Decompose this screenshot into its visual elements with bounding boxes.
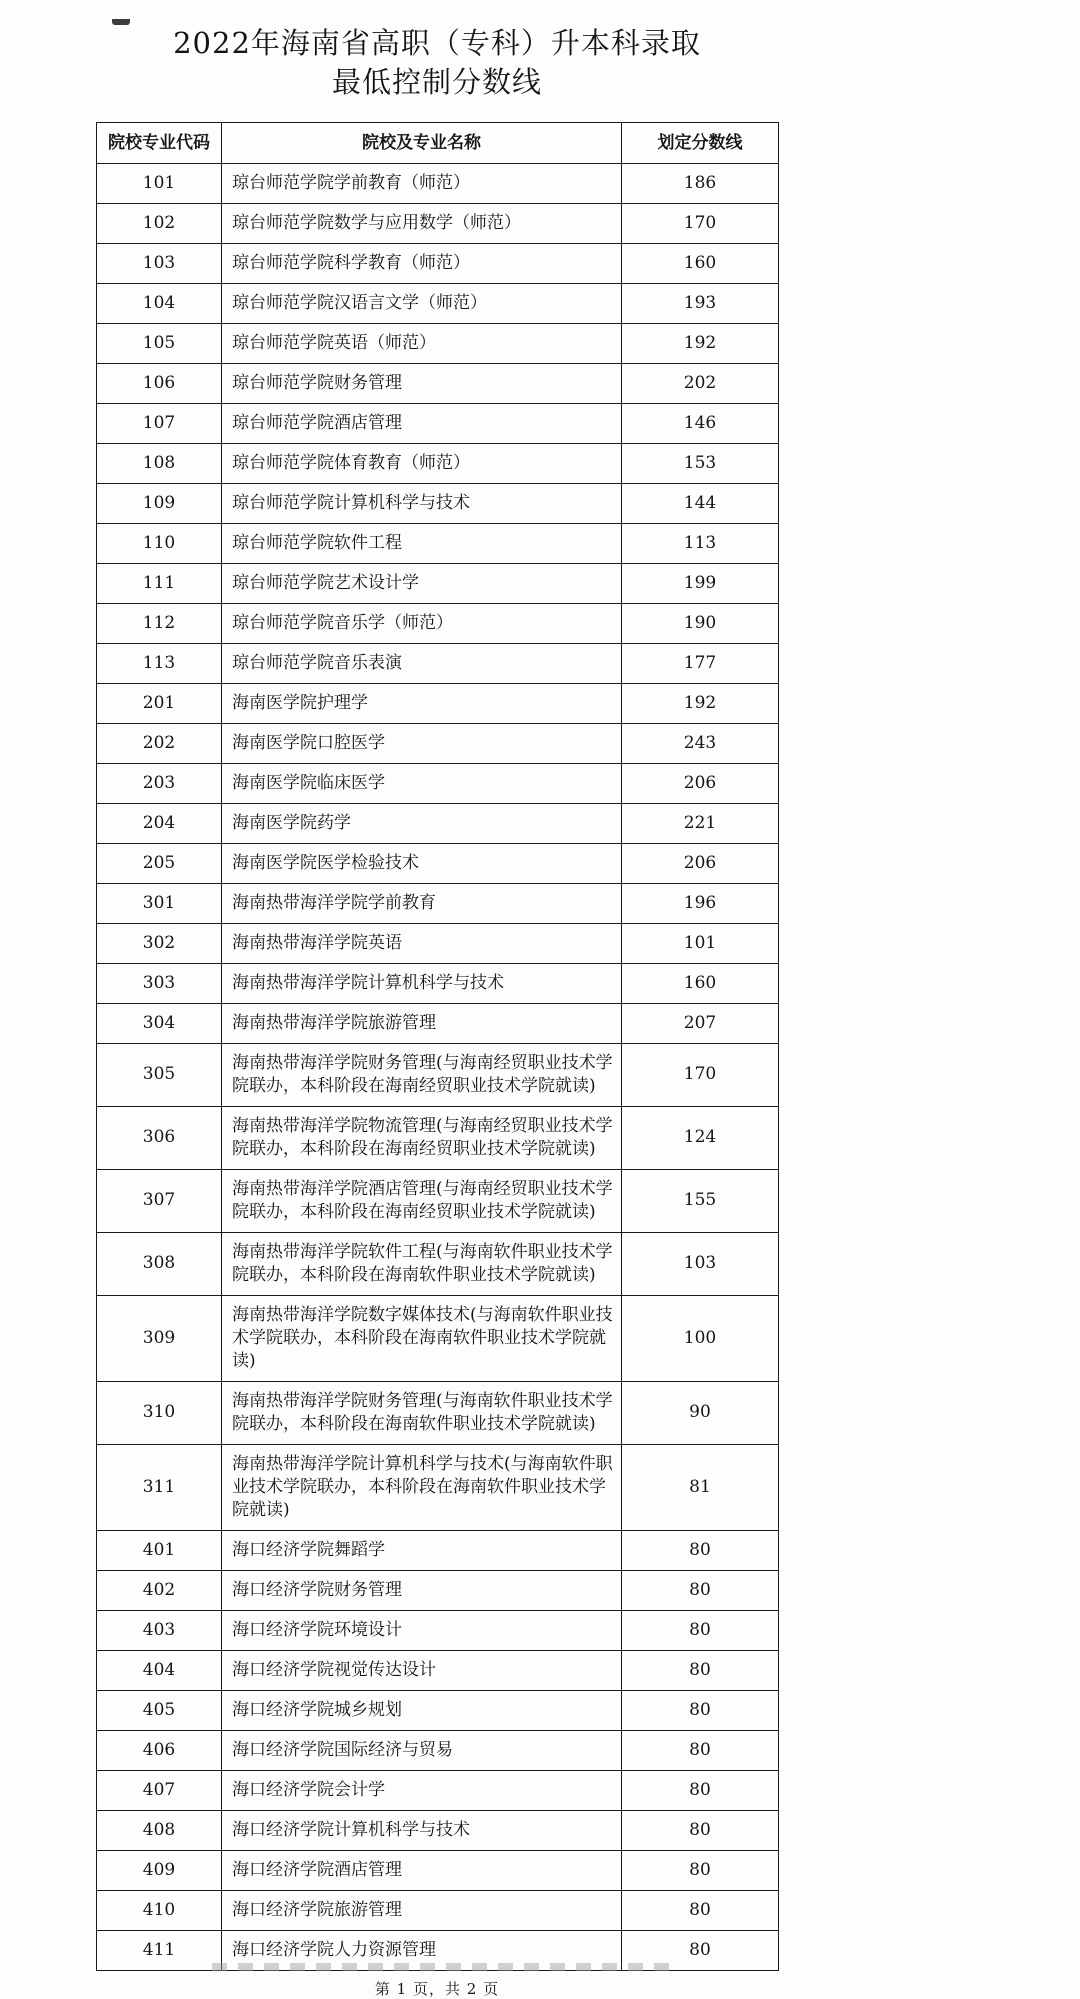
name-cell: 海南医学院护理学 [222,683,622,723]
code-cell: 110 [97,523,222,563]
name-cell: 海南医学院口腔医学 [222,723,622,763]
code-cell: 202 [97,723,222,763]
code-cell: 406 [97,1730,222,1770]
name-cell: 海口经济学院会计学 [222,1770,622,1810]
score-cell: 193 [622,283,779,323]
code-cell: 105 [97,323,222,363]
name-cell: 海南热带海洋学院财务管理(与海南经贸职业技术学院联办，本科阶段在海南经贸职业技术学院就读) [222,1043,622,1106]
name-cell: 海南热带海洋学院财务管理(与海南软件职业技术学院联办，本科阶段在海南软件职业技术学院就读) [222,1381,622,1444]
table-row [97,1530,779,1570]
score-cell: 206 [622,763,779,803]
table-row [97,683,779,723]
score-cell: 192 [622,323,779,363]
code-cell: 401 [97,1530,222,1570]
name-cell: 海口经济学院舞蹈学 [222,1530,622,1570]
name-cell: 海口经济学院酒店管理 [222,1850,622,1890]
score-cell: 186 [622,163,779,203]
code-cell: 304 [97,1003,222,1043]
code-cell: 307 [97,1169,222,1232]
name-cell: 海口经济学院环境设计 [222,1610,622,1650]
name-cell: 海口经济学院视觉传达设计 [222,1650,622,1690]
table-row [97,563,779,603]
code-cell: 204 [97,803,222,843]
code-cell: 106 [97,363,222,403]
code-cell: 113 [97,643,222,683]
table-row [97,1810,779,1850]
code-cell: 104 [97,283,222,323]
header-cell-name: 院校及专业名称 [222,122,622,163]
code-cell: 308 [97,1232,222,1295]
table-row [97,1610,779,1650]
name-cell: 海口经济学院人力资源管理 [222,1930,622,1970]
table-row [97,1690,779,1730]
code-cell: 107 [97,403,222,443]
score-cell: 170 [622,1043,779,1106]
table-row [97,1770,779,1810]
score-cell: 243 [622,723,779,763]
score-cell: 199 [622,563,779,603]
table-row [97,723,779,763]
table-row [97,243,779,283]
code-cell: 305 [97,1043,222,1106]
score-cell: 207 [622,1003,779,1043]
code-cell: 407 [97,1770,222,1810]
code-cell: 302 [97,923,222,963]
table-row [97,1106,779,1169]
score-cell: 101 [622,923,779,963]
score-table [96,122,779,1971]
name-cell: 海口经济学院城乡规划 [222,1690,622,1730]
code-cell: 410 [97,1890,222,1930]
table-row [97,923,779,963]
score-cell: 80 [622,1570,779,1610]
name-cell: 海南热带海洋学院旅游管理 [222,1003,622,1043]
table-row [97,1381,779,1444]
page-title [96,19,778,102]
score-cell: 170 [622,203,779,243]
name-cell: 海南热带海洋学院物流管理(与海南经贸职业技术学院联办，本科阶段在海南经贸职业技术学院就读) [222,1106,622,1169]
code-cell: 306 [97,1106,222,1169]
name-cell: 海南热带海洋学院酒店管理(与海南经贸职业技术学院联办，本科阶段在海南经贸职业技术学院就读) [222,1169,622,1232]
score-cell: 103 [622,1232,779,1295]
table-row [97,843,779,883]
code-cell: 408 [97,1810,222,1850]
score-cell: 100 [622,1295,779,1381]
score-cell: 177 [622,643,779,683]
header-cell-code: 院校专业代码 [97,122,222,163]
name-cell: 琼台师范学院科学教育（师范） [222,243,622,283]
code-cell: 103 [97,243,222,283]
table-row [97,883,779,923]
score-cell: 80 [622,1770,779,1810]
table-row [97,1650,779,1690]
table-row [97,1444,779,1530]
name-cell: 琼台师范学院数学与应用数学（师范） [222,203,622,243]
code-cell: 402 [97,1570,222,1610]
score-cell: 206 [622,843,779,883]
page-title-line2: 最低控制分数线 [331,65,542,100]
score-cell: 153 [622,443,779,483]
name-cell: 海南热带海洋学院计算机科学与技术(与海南软件职业技术学院联办，本科阶段在海南软件职业技术学院就读) [222,1444,622,1530]
header-row [97,122,779,163]
score-cell: 202 [622,363,779,403]
score-cell: 146 [622,403,779,443]
name-cell: 琼台师范学院软件工程 [222,523,622,563]
score-cell: 81 [622,1444,779,1530]
table-row [97,803,779,843]
code-cell: 203 [97,763,222,803]
table-row [97,963,779,1003]
score-cell: 80 [622,1850,779,1890]
name-cell: 海南热带海洋学院计算机科学与技术 [222,963,622,1003]
score-cell: 80 [622,1930,779,1970]
name-cell: 海南热带海洋学院软件工程(与海南软件职业技术学院联办，本科阶段在海南软件职业技术学院就读) [222,1232,622,1295]
score-table-body [97,163,779,1970]
cutoff-next-page-text [212,1963,674,1971]
table-row [97,1043,779,1106]
score-cell: 144 [622,483,779,523]
table-row [97,1890,779,1930]
code-cell: 409 [97,1850,222,1890]
score-cell: 113 [622,523,779,563]
score-cell: 80 [622,1690,779,1730]
score-cell: 124 [622,1106,779,1169]
code-cell: 309 [97,1295,222,1381]
name-cell: 琼台师范学院学前教育（师范） [222,163,622,203]
score-cell: 160 [622,243,779,283]
table-row [97,1730,779,1770]
table-row [97,1169,779,1232]
table-row [97,163,779,203]
table-row [97,523,779,563]
code-cell: 303 [97,963,222,1003]
score-cell: 80 [622,1810,779,1850]
name-cell: 琼台师范学院体育教育（师范） [222,443,622,483]
score-cell: 160 [622,963,779,1003]
table-row [97,283,779,323]
code-cell: 411 [97,1930,222,1970]
name-cell: 海口经济学院国际经济与贸易 [222,1730,622,1770]
table-row [97,763,779,803]
name-cell: 海口经济学院财务管理 [222,1570,622,1610]
table-row [97,1850,779,1890]
table-row [97,443,779,483]
name-cell: 琼台师范学院英语（师范） [222,323,622,363]
code-cell: 111 [97,563,222,603]
code-cell: 405 [97,1690,222,1730]
name-cell: 海南热带海洋学院数字媒体技术(与海南软件职业技术学院联办，本科阶段在海南软件职业技术学院就读) [222,1295,622,1381]
table-row [97,603,779,643]
score-cell: 80 [622,1650,779,1690]
name-cell: 海口经济学院旅游管理 [222,1890,622,1930]
name-cell: 琼台师范学院音乐学（师范） [222,603,622,643]
code-cell: 201 [97,683,222,723]
score-cell: 221 [622,803,779,843]
header-cell-score: 划定分数线 [622,122,779,163]
table-row [97,403,779,443]
name-cell: 琼台师范学院汉语言文学（师范） [222,283,622,323]
score-cell: 80 [622,1610,779,1650]
score-cell: 196 [622,883,779,923]
name-cell: 琼台师范学院计算机科学与技术 [222,483,622,523]
table-row [97,1295,779,1381]
name-cell: 海南医学院药学 [222,803,622,843]
code-cell: 112 [97,603,222,643]
score-cell: 155 [622,1169,779,1232]
name-cell: 琼台师范学院艺术设计学 [222,563,622,603]
code-cell: 108 [97,443,222,483]
page-number: 第 1 页，共 2 页 [374,1979,500,1998]
name-cell: 琼台师范学院音乐表演 [222,643,622,683]
table-row [97,1003,779,1043]
cutoff-top-mark [112,19,130,25]
score-cell: 192 [622,683,779,723]
document-page [96,19,778,1998]
name-cell: 海南医学院临床医学 [222,763,622,803]
code-cell: 109 [97,483,222,523]
score-cell: 190 [622,603,779,643]
score-cell: 80 [622,1890,779,1930]
code-cell: 205 [97,843,222,883]
code-cell: 301 [97,883,222,923]
table-row [97,1570,779,1610]
name-cell: 琼台师范学院酒店管理 [222,403,622,443]
code-cell: 311 [97,1444,222,1530]
table-row [97,1232,779,1295]
table-row [97,363,779,403]
score-cell: 80 [622,1730,779,1770]
name-cell: 琼台师范学院财务管理 [222,363,622,403]
table-row [97,203,779,243]
name-cell: 海南医学院医学检验技术 [222,843,622,883]
code-cell: 404 [97,1650,222,1690]
table-row [97,323,779,363]
name-cell: 海南热带海洋学院学前教育 [222,883,622,923]
code-cell: 310 [97,1381,222,1444]
code-cell: 403 [97,1610,222,1650]
score-cell: 80 [622,1530,779,1570]
score-cell: 90 [622,1381,779,1444]
table-row [97,483,779,523]
code-cell: 102 [97,203,222,243]
table-row [97,643,779,683]
score-table-header [97,122,779,163]
page-title-line1: 2022年海南省高职（专科）升本科录取 [173,26,701,61]
code-cell: 101 [97,163,222,203]
name-cell: 海口经济学院计算机科学与技术 [222,1810,622,1850]
name-cell: 海南热带海洋学院英语 [222,923,622,963]
